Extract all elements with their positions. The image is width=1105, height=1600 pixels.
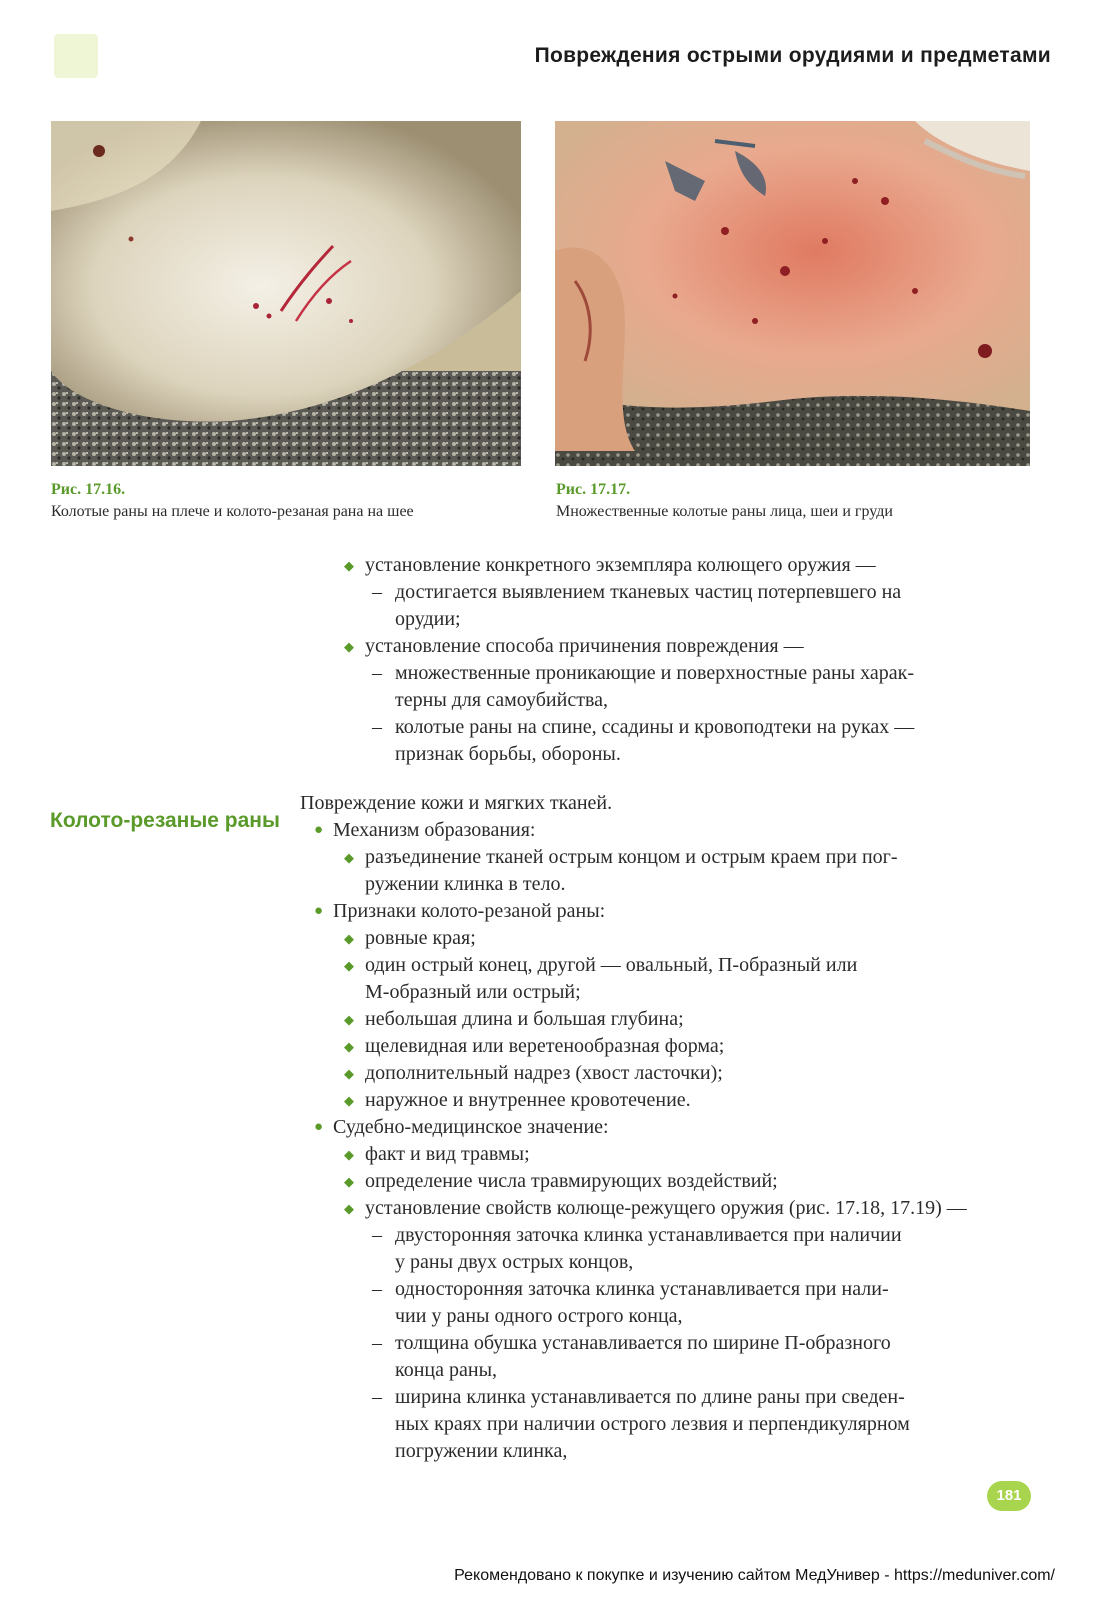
line-text: множественные проникающие и поверхностные раны харак- <box>395 662 914 684</box>
line-text: двусторонняя заточка клинка устанавливается при наличии <box>395 1224 902 1246</box>
text-line <box>300 952 1032 979</box>
line-text: Признаки колото-резаной раны: <box>333 900 606 922</box>
text-line <box>300 1411 1032 1438</box>
text-line <box>300 1060 1032 1087</box>
text-line <box>300 714 1032 741</box>
line-text: дополнительный надрез (хвост ласточки); <box>365 1062 723 1084</box>
line-text: Механизм образования: <box>333 819 536 841</box>
line-text: Судебно-медицинское значение: <box>333 1116 609 1138</box>
bullet-diamond-icon: ◆ <box>344 558 354 573</box>
text-line <box>300 1141 1032 1168</box>
bullet-diamond-icon: ◆ <box>344 1066 354 1081</box>
text-line <box>300 687 1032 714</box>
bullet-diamond-icon: ◆ <box>344 1147 354 1162</box>
bullet-diamond-icon: ◆ <box>344 1012 354 1027</box>
corner-decoration <box>54 34 98 78</box>
bullet-diamond-icon: ◆ <box>344 639 354 654</box>
text-line <box>300 660 1032 687</box>
line-text: колотые раны на спине, ссадины и кровоподтеки на руках — <box>395 716 915 738</box>
bullet-diamond-icon: ◆ <box>344 1093 354 1108</box>
line-text: наружное и внутреннее кровотечение. <box>365 1089 691 1111</box>
figure-number: Рис. 17.17. <box>556 481 631 498</box>
bullet-dash-icon: – <box>372 716 382 738</box>
line-text: установление способа причинения повреждения — <box>365 635 804 657</box>
text-line <box>300 1195 1032 1222</box>
bullet-diamond-icon: ◆ <box>344 931 354 946</box>
line-text: установление свойств колюще-режущего оружия (рис. 17.18, 17.19) — <box>365 1197 967 1219</box>
line-text: щелевидная или веретенообразная форма; <box>365 1035 725 1057</box>
bullet-dash-icon: – <box>372 662 382 684</box>
line-text: Повреждение кожи и мягких тканей. <box>300 792 613 814</box>
text-line <box>300 1033 1032 1060</box>
text-line <box>300 1087 1032 1114</box>
line-text: погружении клинка, <box>395 1440 568 1462</box>
running-header-title: Повреждения острыми орудиями и предметами <box>534 44 1051 67</box>
text-line <box>300 1330 1032 1357</box>
figure-number: Рис. 17.16. <box>51 481 126 498</box>
figure-17-17-caption <box>556 479 1056 523</box>
text-line <box>300 1384 1032 1411</box>
bullet-diamond-icon: ◆ <box>344 1201 354 1216</box>
bullet-diamond-icon: ◆ <box>344 958 354 973</box>
line-text: установление конкретного экземпляра колющего оружия — <box>365 554 876 576</box>
footer-recommendation: Рекомендовано к покупке и изучению сайтом МедУнивер - https://meduniver.com/ <box>454 1567 1055 1584</box>
bullet-dash-icon: – <box>372 1332 382 1354</box>
bullet-diamond-icon: ◆ <box>344 1174 354 1189</box>
line-text: достигается выявлением тканевых частиц потерпевшего на <box>395 581 902 603</box>
bullet-diamond-icon: ◆ <box>344 1039 354 1054</box>
bullet-diamond-icon: ◆ <box>344 850 354 865</box>
line-text: орудии; <box>395 608 461 630</box>
line-text: ширина клинка устанавливается по длине раны при сведен- <box>395 1386 905 1408</box>
line-text: конца раны, <box>395 1359 498 1381</box>
line-text: терны для самоубийства, <box>395 689 608 711</box>
bullet-dash-icon: – <box>372 1386 382 1408</box>
figure-17-16-photo <box>51 121 521 466</box>
bullet-dot-icon: ● <box>314 1119 324 1135</box>
text-line <box>300 898 1032 925</box>
bullet-dash-icon: – <box>372 1278 382 1300</box>
line-text: один острый конец, другой — овальный, П-образный или <box>365 954 858 976</box>
line-text: небольшая длина и большая глубина; <box>365 1008 684 1030</box>
line-text: ровные края; <box>365 927 476 949</box>
bullet-dot-icon: ● <box>314 903 324 919</box>
figure-17-16-caption <box>51 479 531 523</box>
text-line <box>300 790 1032 817</box>
section-body <box>300 790 1032 1465</box>
line-text: признак борьбы, обороны. <box>395 743 621 765</box>
line-text: односторонняя заточка клинка устанавливается при нали- <box>395 1278 889 1300</box>
text-line <box>300 579 1032 606</box>
section-heading: Колото-резаные раны <box>50 809 280 832</box>
text-line <box>300 606 1032 633</box>
line-text: чии у раны одного острого конца, <box>395 1305 683 1327</box>
line-text: ных краях при наличии острого лезвия и перпендикулярном <box>395 1413 910 1435</box>
text-line <box>300 844 1032 871</box>
figure-caption-text: Множественные колотые раны лица, шеи и груди <box>556 503 893 520</box>
text-line <box>300 1114 1032 1141</box>
line-text: факт и вид травмы; <box>365 1143 530 1165</box>
line-text: у раны двух острых концов, <box>395 1251 634 1273</box>
page-number-badge: 181 <box>987 1481 1031 1511</box>
bullet-dash-icon: – <box>372 581 382 603</box>
bullet-dash-icon: – <box>372 1224 382 1246</box>
text-line <box>300 1438 1032 1465</box>
text-line <box>300 1249 1032 1276</box>
line-text: толщина обушка устанавливается по ширине П-образного <box>395 1332 891 1354</box>
upper-bullet-list <box>300 552 1032 768</box>
text-line <box>300 1168 1032 1195</box>
text-line <box>300 1276 1032 1303</box>
text-line <box>300 552 1032 579</box>
line-text: М-образный или острый; <box>365 981 581 1003</box>
text-line <box>300 741 1032 768</box>
figure-17-17-photo <box>555 121 1030 466</box>
text-line <box>300 925 1032 952</box>
text-line <box>300 979 1032 1006</box>
text-line <box>300 871 1032 898</box>
text-line <box>300 1303 1032 1330</box>
bullet-dot-icon: ● <box>314 822 324 838</box>
text-line <box>300 1006 1032 1033</box>
text-line <box>300 633 1032 660</box>
line-text: ружении клинка в тело. <box>365 873 566 895</box>
line-text: разъединение тканей острым концом и острым краем при пог- <box>365 846 898 868</box>
line-text: определение числа травмирующих воздействий; <box>365 1170 778 1192</box>
text-line <box>300 817 1032 844</box>
figure-caption-text: Колотые раны на плече и колото-резаная рана на шее <box>51 503 414 520</box>
text-line <box>300 1357 1032 1384</box>
text-line <box>300 1222 1032 1249</box>
